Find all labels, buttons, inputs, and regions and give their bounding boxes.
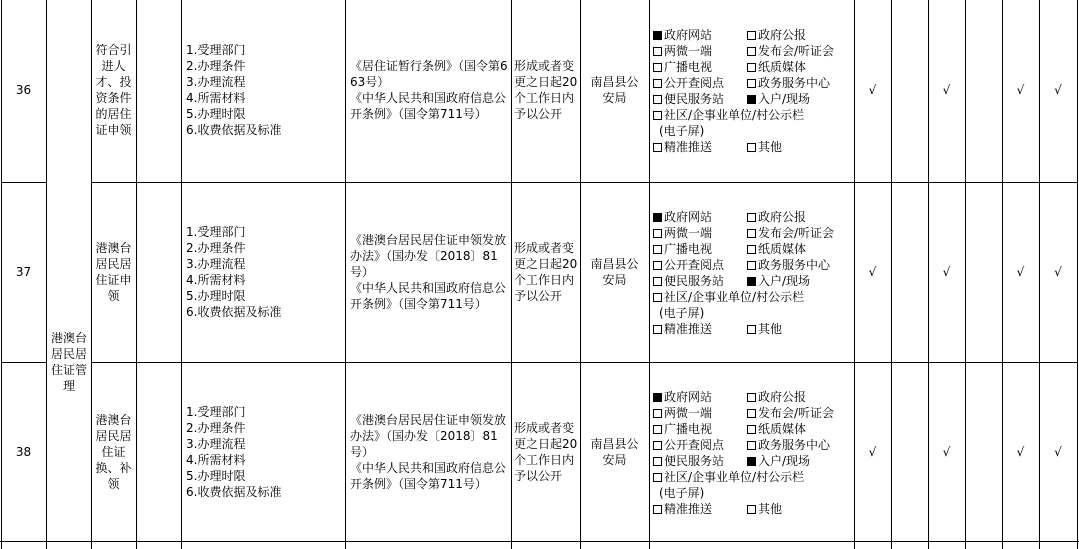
basis-text: 《港澳台居民居住证申领发放办法》（国办发〔2018〕81号） 《中华人民共和国政府信息公开条例》（国令第711号） bbox=[350, 413, 507, 491]
checkbox-icon bbox=[747, 325, 756, 334]
channel-option bbox=[653, 91, 724, 107]
check-mark: √ bbox=[942, 83, 951, 97]
content-item: 1.受理部门 bbox=[186, 405, 246, 419]
check-mark: √ bbox=[1054, 265, 1062, 279]
checkbox-icon bbox=[653, 473, 662, 482]
channel-option bbox=[747, 241, 806, 257]
check-mark: √ bbox=[1054, 445, 1062, 459]
disclosure-subject: 南昌县公安局 bbox=[590, 437, 639, 467]
channel-option bbox=[747, 43, 834, 59]
checkbox-icon bbox=[653, 293, 662, 302]
channel-label: 发布会/听证会 bbox=[758, 406, 835, 420]
channel-option bbox=[747, 27, 806, 43]
group-label: 港澳台居民居住证管理 bbox=[50, 330, 87, 393]
content-item: 6.收费依据及标准 bbox=[186, 305, 282, 319]
channel-label: 精准推送 bbox=[664, 322, 713, 336]
channel-label: 纸质媒体 bbox=[758, 242, 807, 256]
channel-label: 政务服务中心 bbox=[758, 76, 831, 90]
checkbox-icon bbox=[653, 143, 662, 152]
channel-label: 其他 bbox=[758, 502, 783, 516]
disclosure-content bbox=[186, 362, 342, 542]
content-item: 6.收费依据及标准 bbox=[186, 123, 282, 137]
channel-label: 便民服务站 bbox=[664, 274, 725, 288]
content-item: 4.所需材料 bbox=[186, 91, 246, 105]
channel-label: 政府公报 bbox=[758, 28, 807, 42]
checkbox-icon bbox=[747, 31, 756, 40]
channel-label: 两微一端 bbox=[664, 406, 713, 420]
check-mark: √ bbox=[942, 265, 951, 279]
channel-option bbox=[747, 225, 834, 241]
row-number: 38 bbox=[15, 445, 32, 459]
channel-label: 政务服务中心 bbox=[758, 438, 831, 452]
channel-label: 入户/现场 bbox=[758, 92, 811, 106]
grid-vline bbox=[91, 0, 92, 549]
checkbox-icon bbox=[747, 47, 756, 56]
row-number: 36 bbox=[15, 83, 32, 97]
checkbox-icon bbox=[653, 229, 662, 238]
content-item: 2.办理条件 bbox=[186, 241, 246, 255]
channel-option bbox=[747, 389, 806, 405]
checkbox-icon bbox=[653, 457, 662, 466]
content-item: 5.办理时限 bbox=[186, 107, 246, 121]
channel-label: 发布会/听证会 bbox=[758, 44, 835, 58]
channel-option bbox=[747, 75, 830, 91]
channel-option bbox=[747, 139, 782, 155]
timing-text: 形成或者变更之日起20个工作日内予以公开 bbox=[514, 241, 578, 303]
channel-label: 公开查阅点 bbox=[664, 258, 725, 272]
checkbox-icon bbox=[653, 213, 662, 222]
channel-label: 便民服务站 bbox=[664, 92, 725, 106]
channel-option bbox=[747, 273, 810, 289]
checkbox-icon bbox=[653, 31, 662, 40]
channel-label: 政府网站 bbox=[664, 390, 713, 404]
grid-vline bbox=[136, 0, 137, 549]
channel-option bbox=[747, 437, 830, 453]
disclosure-content bbox=[186, 182, 342, 362]
channel-option bbox=[747, 421, 806, 437]
check-mark: √ bbox=[1054, 83, 1062, 97]
checkbox-icon bbox=[653, 245, 662, 254]
checkbox-icon bbox=[653, 63, 662, 72]
channel-label: 社区/企事业单位/村公示栏 bbox=[664, 290, 805, 304]
content-list bbox=[186, 404, 281, 500]
disclosure-basis bbox=[350, 0, 508, 180]
checkbox-icon bbox=[747, 213, 756, 222]
channel-option bbox=[653, 273, 724, 289]
channel-option bbox=[653, 107, 804, 123]
channel-option bbox=[653, 289, 804, 305]
content-item: 3.办理流程 bbox=[186, 437, 246, 451]
grid-vline bbox=[46, 0, 47, 549]
channel-option bbox=[653, 405, 712, 421]
check-mark: √ bbox=[1016, 83, 1025, 97]
checkbox-icon bbox=[653, 277, 662, 286]
channel-label: 精准推送 bbox=[664, 140, 713, 154]
channel-option bbox=[653, 321, 712, 337]
grid-vline bbox=[649, 0, 650, 549]
channel-option bbox=[653, 421, 712, 437]
checkbox-icon bbox=[653, 47, 662, 56]
checkbox-icon bbox=[653, 95, 662, 104]
timing-text: 形成或者变更之日起20个工作日内予以公开 bbox=[514, 421, 578, 483]
checkbox-icon bbox=[747, 409, 756, 418]
content-item: 4.所需材料 bbox=[186, 453, 246, 467]
screen-note: (电子屏) bbox=[659, 486, 705, 500]
channel-label: 纸质媒体 bbox=[758, 60, 807, 74]
checkbox-icon bbox=[653, 111, 662, 120]
disclosure-basis bbox=[350, 362, 508, 542]
channel-option bbox=[747, 453, 810, 469]
content-list bbox=[186, 42, 281, 138]
disclosure-timing bbox=[514, 0, 578, 180]
item-name: 符合引进人才、投资条件的居住证申领 bbox=[95, 43, 132, 137]
channel-label: 入户/现场 bbox=[758, 454, 811, 468]
checkbox-icon bbox=[653, 261, 662, 270]
channel-option bbox=[653, 501, 712, 517]
channel-option bbox=[747, 501, 782, 517]
channel-label: 广播电视 bbox=[664, 242, 713, 256]
checkbox-icon bbox=[747, 441, 756, 450]
basis-text: 《居住证暂行条例》（国令第663号） 《中华人民共和国政府信息公开条例》（国令第711号） bbox=[350, 59, 508, 121]
channel-option bbox=[653, 139, 712, 155]
check-mark: √ bbox=[868, 83, 877, 97]
grid-vline bbox=[511, 0, 512, 549]
channel-label: 政府公报 bbox=[758, 390, 807, 404]
checkbox-icon bbox=[747, 425, 756, 434]
disclosure-basis bbox=[350, 182, 508, 362]
channel-label: 其他 bbox=[758, 140, 783, 154]
check-mark: √ bbox=[1016, 265, 1025, 279]
channel-label: 纸质媒体 bbox=[758, 422, 807, 436]
content-item: 4.所需材料 bbox=[186, 273, 246, 287]
grid-vline bbox=[580, 0, 581, 549]
checkbox-icon bbox=[747, 393, 756, 402]
checkbox-icon bbox=[653, 393, 662, 402]
checkbox-icon bbox=[653, 505, 662, 514]
checkbox-icon bbox=[653, 409, 662, 418]
content-item: 6.收费依据及标准 bbox=[186, 485, 282, 499]
channel-label: 精准推送 bbox=[664, 502, 713, 516]
channel-option bbox=[653, 469, 804, 485]
checkbox-icon bbox=[747, 505, 756, 514]
disclosure-timing bbox=[514, 182, 578, 362]
channel-label: 发布会/听证会 bbox=[758, 226, 835, 240]
disclosure-subject: 南昌县公安局 bbox=[590, 75, 639, 105]
channel-option bbox=[653, 209, 712, 225]
channel-option bbox=[747, 59, 806, 75]
channel-label: 政府网站 bbox=[664, 28, 713, 42]
channel-option bbox=[747, 405, 834, 421]
checkbox-icon bbox=[653, 79, 662, 88]
channel-option bbox=[747, 209, 806, 225]
check-mark: √ bbox=[868, 265, 877, 279]
channel-option bbox=[653, 241, 712, 257]
channel-option bbox=[653, 389, 712, 405]
disclosure-subject: 南昌县公安局 bbox=[590, 257, 639, 287]
grid-vline bbox=[891, 0, 892, 549]
channel-label: 政府网站 bbox=[664, 210, 713, 224]
checkbox-icon bbox=[747, 63, 756, 72]
item-name: 港澳台居民居住证换、补领 bbox=[95, 413, 132, 491]
content-item: 3.办理流程 bbox=[186, 257, 246, 271]
checkbox-icon bbox=[747, 95, 756, 104]
channel-option bbox=[653, 437, 724, 453]
grid-vline bbox=[1077, 0, 1078, 549]
check-mark: √ bbox=[868, 445, 877, 459]
content-item: 3.办理流程 bbox=[186, 75, 246, 89]
channel-option bbox=[653, 75, 724, 91]
channel-option bbox=[747, 257, 830, 273]
screen-note: (电子屏) bbox=[659, 124, 705, 138]
checkbox-icon bbox=[653, 425, 662, 434]
timing-text: 形成或者变更之日起20个工作日内予以公开 bbox=[514, 59, 578, 121]
grid-vline bbox=[181, 0, 182, 549]
content-item: 5.办理时限 bbox=[186, 289, 246, 303]
checkbox-icon bbox=[747, 261, 756, 270]
channel-label: 政务服务中心 bbox=[758, 258, 831, 272]
channel-option bbox=[653, 225, 712, 241]
channel-option bbox=[653, 453, 724, 469]
check-mark: √ bbox=[942, 445, 951, 459]
content-item: 2.办理条件 bbox=[186, 59, 246, 73]
channel-label: 广播电视 bbox=[664, 422, 713, 436]
content-item: 2.办理条件 bbox=[186, 421, 246, 435]
channel-label: 其他 bbox=[758, 322, 783, 336]
content-list bbox=[186, 224, 281, 320]
checkbox-icon bbox=[747, 277, 756, 286]
item-name: 港澳台居民居住证申领 bbox=[95, 241, 132, 303]
channel-option bbox=[747, 321, 782, 337]
screen-note: (电子屏) bbox=[659, 306, 705, 320]
row-number: 37 bbox=[15, 265, 32, 279]
checkbox-icon bbox=[747, 457, 756, 466]
checkbox-icon bbox=[747, 143, 756, 152]
grid-vline bbox=[345, 0, 346, 549]
channel-option bbox=[747, 91, 810, 107]
channel-label: 政府公报 bbox=[758, 210, 807, 224]
channel-label: 公开查阅点 bbox=[664, 76, 725, 90]
channel-label: 两微一端 bbox=[664, 44, 713, 58]
checkbox-icon bbox=[653, 325, 662, 334]
channel-label: 入户/现场 bbox=[758, 274, 811, 288]
channel-option bbox=[653, 43, 712, 59]
content-item: 1.受理部门 bbox=[186, 225, 246, 239]
channel-label: 社区/企事业单位/村公示栏 bbox=[664, 108, 805, 122]
check-mark: √ bbox=[1016, 445, 1025, 459]
content-item: 5.办理时限 bbox=[186, 469, 246, 483]
grid-vline bbox=[965, 0, 966, 549]
channel-label: 社区/企事业单位/村公示栏 bbox=[664, 470, 805, 484]
checkbox-icon bbox=[747, 229, 756, 238]
basis-text: 《港澳台居民居住证申领发放办法》（国办发〔2018〕81号） 《中华人民共和国政府信息公开条例》（国令第711号） bbox=[350, 233, 507, 311]
disclosure-content bbox=[186, 0, 342, 180]
channel-label: 两微一端 bbox=[664, 226, 713, 240]
checkbox-icon bbox=[747, 79, 756, 88]
channel-label: 广播电视 bbox=[664, 60, 713, 74]
checkbox-icon bbox=[653, 441, 662, 450]
channel-label: 便民服务站 bbox=[664, 454, 725, 468]
channel-label: 公开查阅点 bbox=[664, 438, 725, 452]
channel-option bbox=[653, 27, 712, 43]
content-item: 1.受理部门 bbox=[186, 43, 246, 57]
disclosure-timing bbox=[514, 362, 578, 542]
checkbox-icon bbox=[747, 245, 756, 254]
channel-option bbox=[653, 257, 724, 273]
channel-option bbox=[653, 59, 712, 75]
